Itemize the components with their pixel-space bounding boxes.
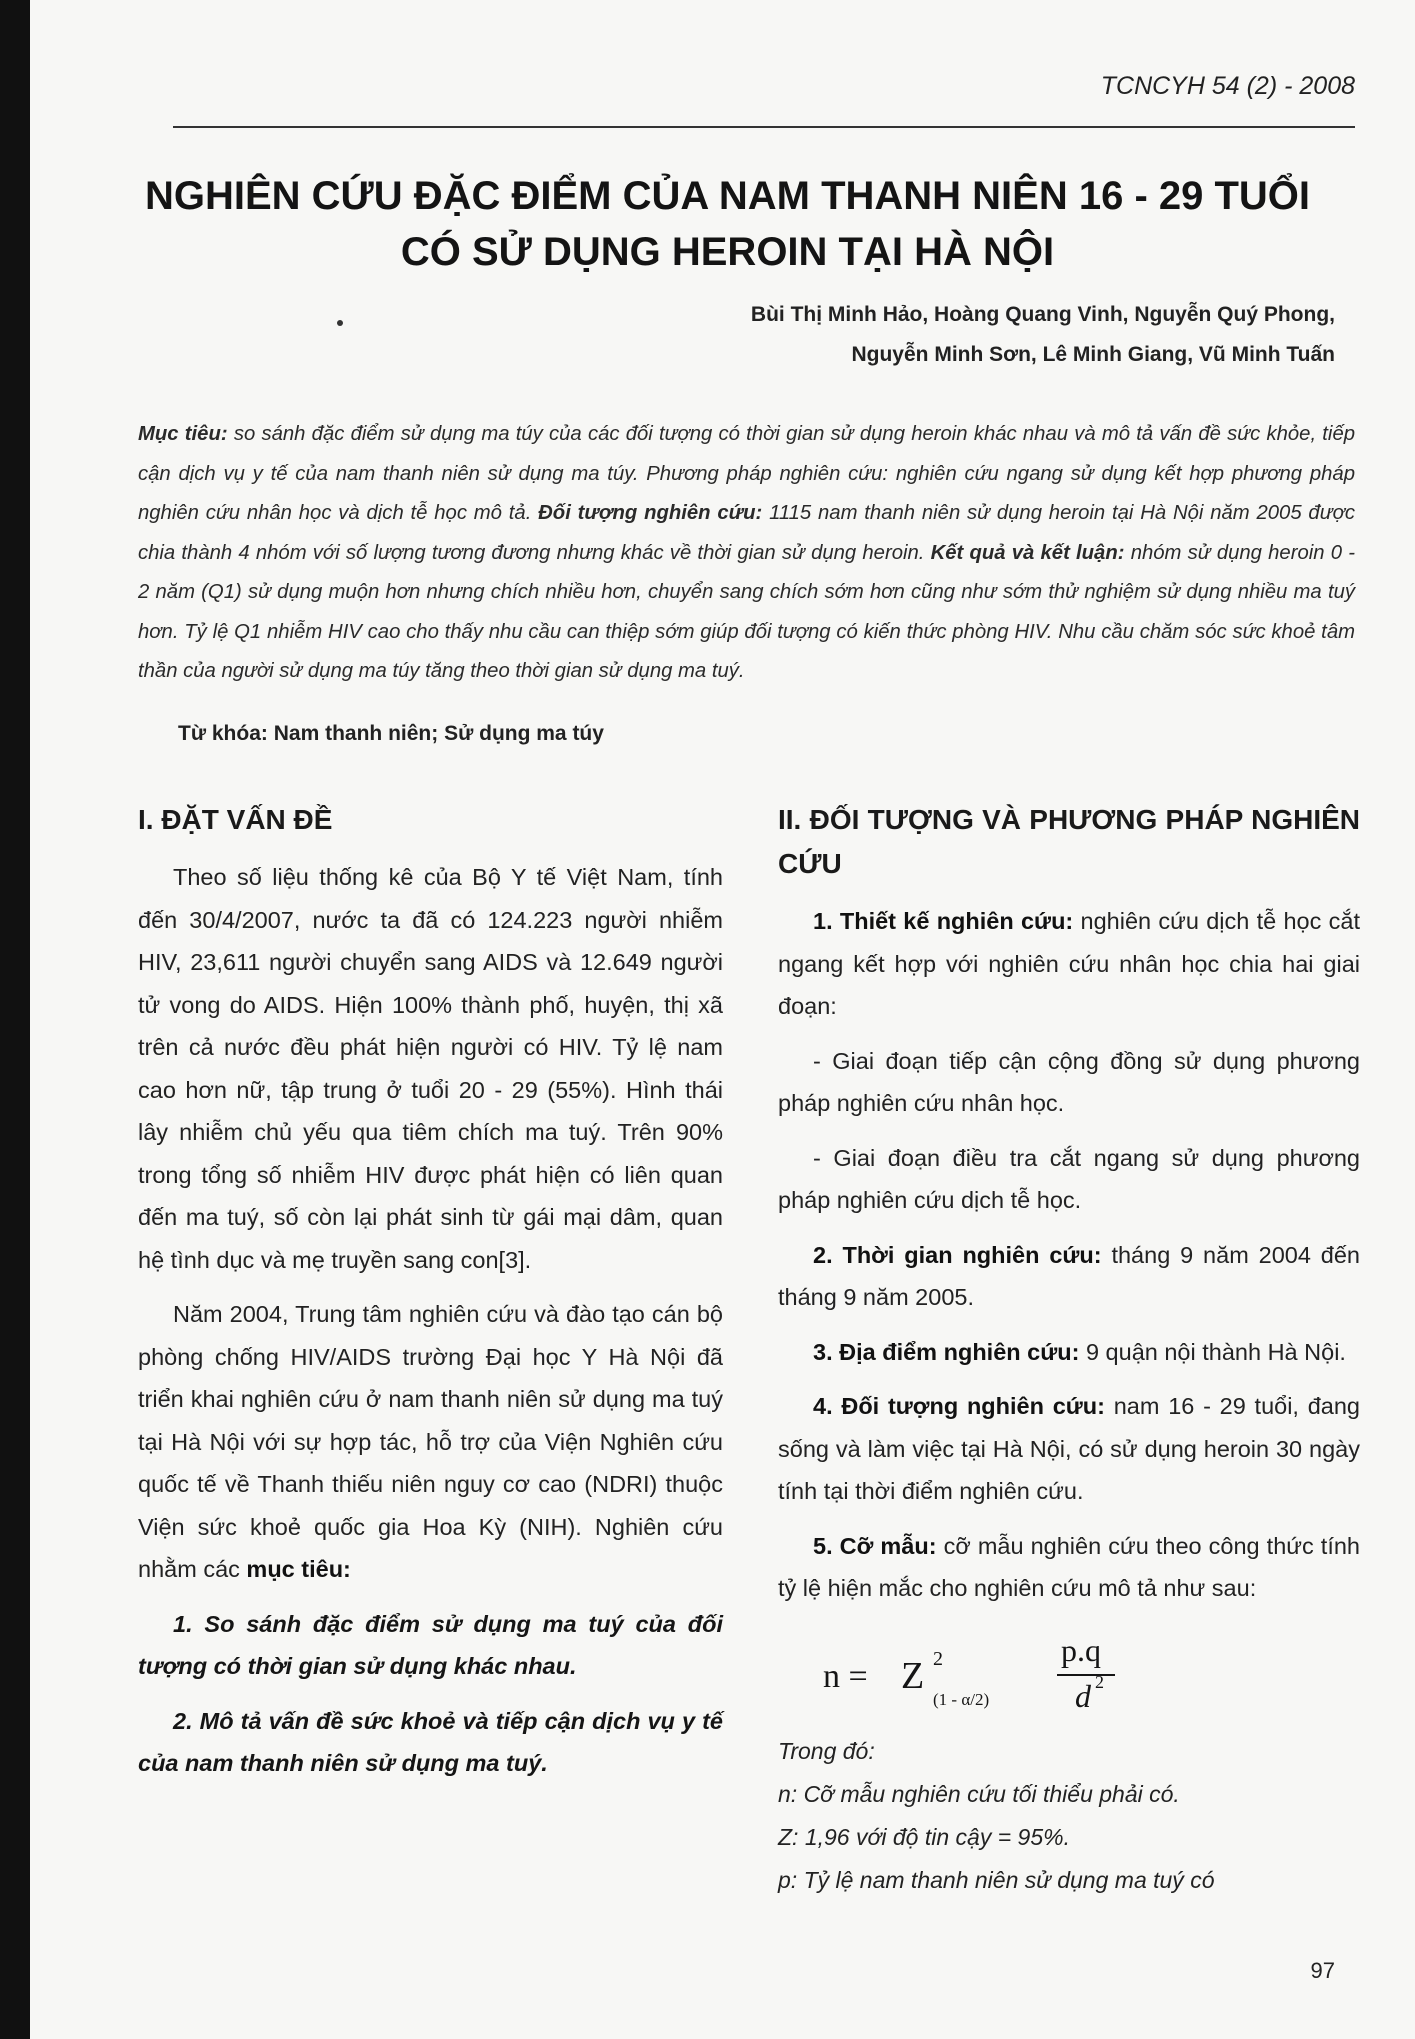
- method-item-4-text: nam 16 - 29 tuổi, đang sống và làm việc tại Hà Nội, có sử dụng heroin 30 ngày tính tại thời điểm nghiên cứu.: [778, 1393, 1360, 1504]
- method-item-1: [778, 900, 1360, 1028]
- sample-size-formula: [823, 1628, 1360, 1724]
- formula-lhs: n =: [823, 1657, 868, 1695]
- formula-denominator-exponent: 2: [1095, 1671, 1104, 1692]
- method-item-3-text: 9 quận nội thành Hà Nội.: [1079, 1338, 1346, 1365]
- section-1-paragraph-2-text: Năm 2004, Trung tâm nghiên cứu và đào tạo cán bộ phòng chống HIV/AIDS trường Đại học Y Hà Nội đã triển khai nghiên cứu ở nam thanh niên sử dụng ma tuý tại Hà Nội với sự hợp tác, hỗ trợ của Viện Nghiên cứu quốc tế về Thanh thiếu niên nguy cơ cao (NDRI) thuộc Viện sức khoẻ quốc gia Hoa Kỳ (NIH). Nghiên cứu nhằm các: [138, 1301, 723, 1582]
- scan-dot: [337, 320, 343, 326]
- abstract-objective-text: so sánh đặc điểm sử dụng ma túy của các đối tượng có thời gian sử dụng heroin khác nhau và mô tả vấn đề sức khỏe, tiếp cận dịch vụ y tế của nam thanh niên sử dụng ma túy. Phương pháp nghiên cứu: nghiên cứu ngang sử dụng kết hợp phương pháp nghiên cứu nhân học và dịch tễ học mô tả.: [138, 423, 1355, 524]
- section-1-paragraph-2: [138, 1293, 723, 1591]
- formula-z: Z: [901, 1654, 925, 1697]
- method-item-5-text: cỡ mẫu nghiên cứu theo công thức tính tỷ lệ hiện mắc cho nghiên cứu mô tả như sau:: [778, 1532, 1360, 1601]
- method-item-1-phase-2: - Giai đoạn điều tra cắt ngang sử dụng phương pháp nghiên cứu dịch tễ học.: [778, 1144, 1360, 1213]
- objective-2: 2. Mô tả vấn đề sức khoẻ và tiếp cận dịch vụ y tế của nam thanh niên sử dụng ma tuý.: [138, 1707, 723, 1776]
- objectives-label: mục tiêu:: [246, 1556, 351, 1582]
- abstract-results-label: Kết quả và kết luận:: [930, 541, 1125, 564]
- definition-z: Z: 1,96 với độ tin cậy = 95%.: [778, 1823, 1070, 1850]
- method-item-5: [778, 1525, 1360, 1610]
- section-2-heading: II. ĐỐI TƯỢNG VÀ PHƯƠNG PHÁP NGHIÊN CỨU: [778, 804, 1360, 879]
- abstract-objective-label: Mục tiêu:: [138, 423, 228, 445]
- abstract-results-text: nhóm sử dụng heroin 0 - 2 năm (Q1) sử dụng muộn hơn nhưng chích nhiều hơn, chuyển sang chích sớm hơn cũng như sớm thử nghiệm sử dụng nhiều ma tuý hơn. Tỷ lệ Q1 nhiễm HIV cao cho thấy nhu cầu can thiệp sớm giúp đối tượng có kiến thức phòng HIV. Nhu cầu chăm sóc sức khoẻ tâm thần của người sử dụng ma túy tăng theo thời gian sử dụng ma tuý.: [138, 541, 1355, 682]
- abstract-subjects-label: Đối tượng nghiên cứu:: [538, 502, 763, 524]
- method-item-2-label: 2. Thời gian nghiên cứu:: [813, 1241, 1102, 1268]
- abstract: [138, 415, 1355, 692]
- method-item-4: [778, 1385, 1360, 1513]
- section-1-paragraph-1: Theo số liệu thống kê của Bộ Y tế Việt Nam, tính đến 30/4/2007, nước ta đã có 124.223 người nhiễm HIV, 23,611 người chuyển sang AIDS và 12.649 người tử vong do AIDS. Hiện 100% thành phố, huyện, thị xã trên cả nước đều phát hiện người có HIV. Tỷ lệ nam cao hơn nữ, tập trung ở tuổi 20 - 29 (55%). Hình thái lây nhiễm chủ yếu qua tiêm chích ma tuý. Trên 90% trong tổng số nhiễm HIV được phát hiện có liên quan đến ma tuý, số còn lại phát sinh từ gái mại dâm, quan hệ tình dục và mẹ truyền sang con[3].: [138, 864, 723, 1273]
- formula-z-exponent: 2: [933, 1647, 943, 1670]
- authors-line-1: Bùi Thị Minh Hảo, Hoàng Quang Vinh, Nguyễn Quý Phong,: [750, 303, 1335, 326]
- scan-edge-shadow: [0, 0, 30, 2039]
- paper-title: [100, 168, 1355, 280]
- left-column: [138, 798, 723, 1797]
- method-item-3: [778, 1331, 1360, 1374]
- keywords-label: Từ khóa:: [178, 722, 268, 745]
- definition-p: p: Tỷ lệ nam thanh niên sử dụng ma tuý có: [778, 1866, 1215, 1893]
- method-item-1-phase-1: - Giai đoạn tiếp cận cộng đồng sử dụng phương pháp nghiên cứu nhân học.: [778, 1047, 1360, 1116]
- page-number: 97: [1310, 1958, 1335, 1983]
- keywords-value: Nam thanh niên; Sử dụng ma túy: [267, 722, 604, 745]
- formula-fraction-bar: [1057, 1674, 1115, 1676]
- method-item-3-label: 3. Địa điểm nghiên cứu:: [813, 1338, 1080, 1365]
- title-line-1: NGHIÊN CỨU ĐẶC ĐIỂM CỦA NAM THANH NIÊN 16 - 29 TUỔI: [144, 174, 1311, 218]
- author-list: [751, 295, 1335, 375]
- header-rule: [173, 126, 1355, 128]
- journal-reference: TCNCYH 54 (2) - 2008: [1100, 72, 1355, 100]
- title-line-2: CÓ SỬ DỤNG HEROIN TẠI HÀ NỘI: [400, 230, 1055, 274]
- objective-1: 1. So sánh đặc điểm sử dụng ma tuý của đối tượng có thời gian sử dụng khác nhau.: [138, 1610, 723, 1679]
- authors-line-2: Nguyễn Minh Sơn, Lê Minh Giang, Vũ Minh Tuấn: [851, 343, 1335, 366]
- method-item-2: [778, 1234, 1360, 1319]
- section-1-heading: I. ĐẶT VẤN ĐỀ: [138, 804, 333, 835]
- method-item-2-text: tháng 9 năm 2004 đến tháng 9 năm 2005.: [778, 1241, 1360, 1310]
- right-column: [778, 798, 1360, 1902]
- formula-z-subscript: (1 - α/2): [933, 1689, 990, 1709]
- method-item-5-label: 5. Cỡ mẫu:: [813, 1532, 937, 1559]
- definition-n: n: Cỡ mẫu nghiên cứu tối thiểu phải có.: [778, 1780, 1180, 1807]
- method-item-1-label: 1. Thiết kế nghiên cứu:: [813, 908, 1074, 934]
- formula-where: Trong đó:: [778, 1737, 875, 1764]
- method-item-4-label: 4. Đối tượng nghiên cứu:: [813, 1393, 1105, 1419]
- abstract-subjects-text: 1115 nam thanh niên sử dụng heroin tại Hà Nội năm 2005 được chia thành 4 nhóm với số lượng tương đương nhưng khác về thời gian sử dụng heroin.: [138, 502, 1355, 564]
- formula-numerator: p.q: [1061, 1631, 1101, 1668]
- formula-denominator: d: [1075, 1677, 1091, 1714]
- keywords: [178, 722, 604, 746]
- method-item-1-text: nghiên cứu dịch tễ học cắt ngang kết hợp với nghiên cứu nhân học chia hai giai đoạn:: [778, 908, 1360, 1019]
